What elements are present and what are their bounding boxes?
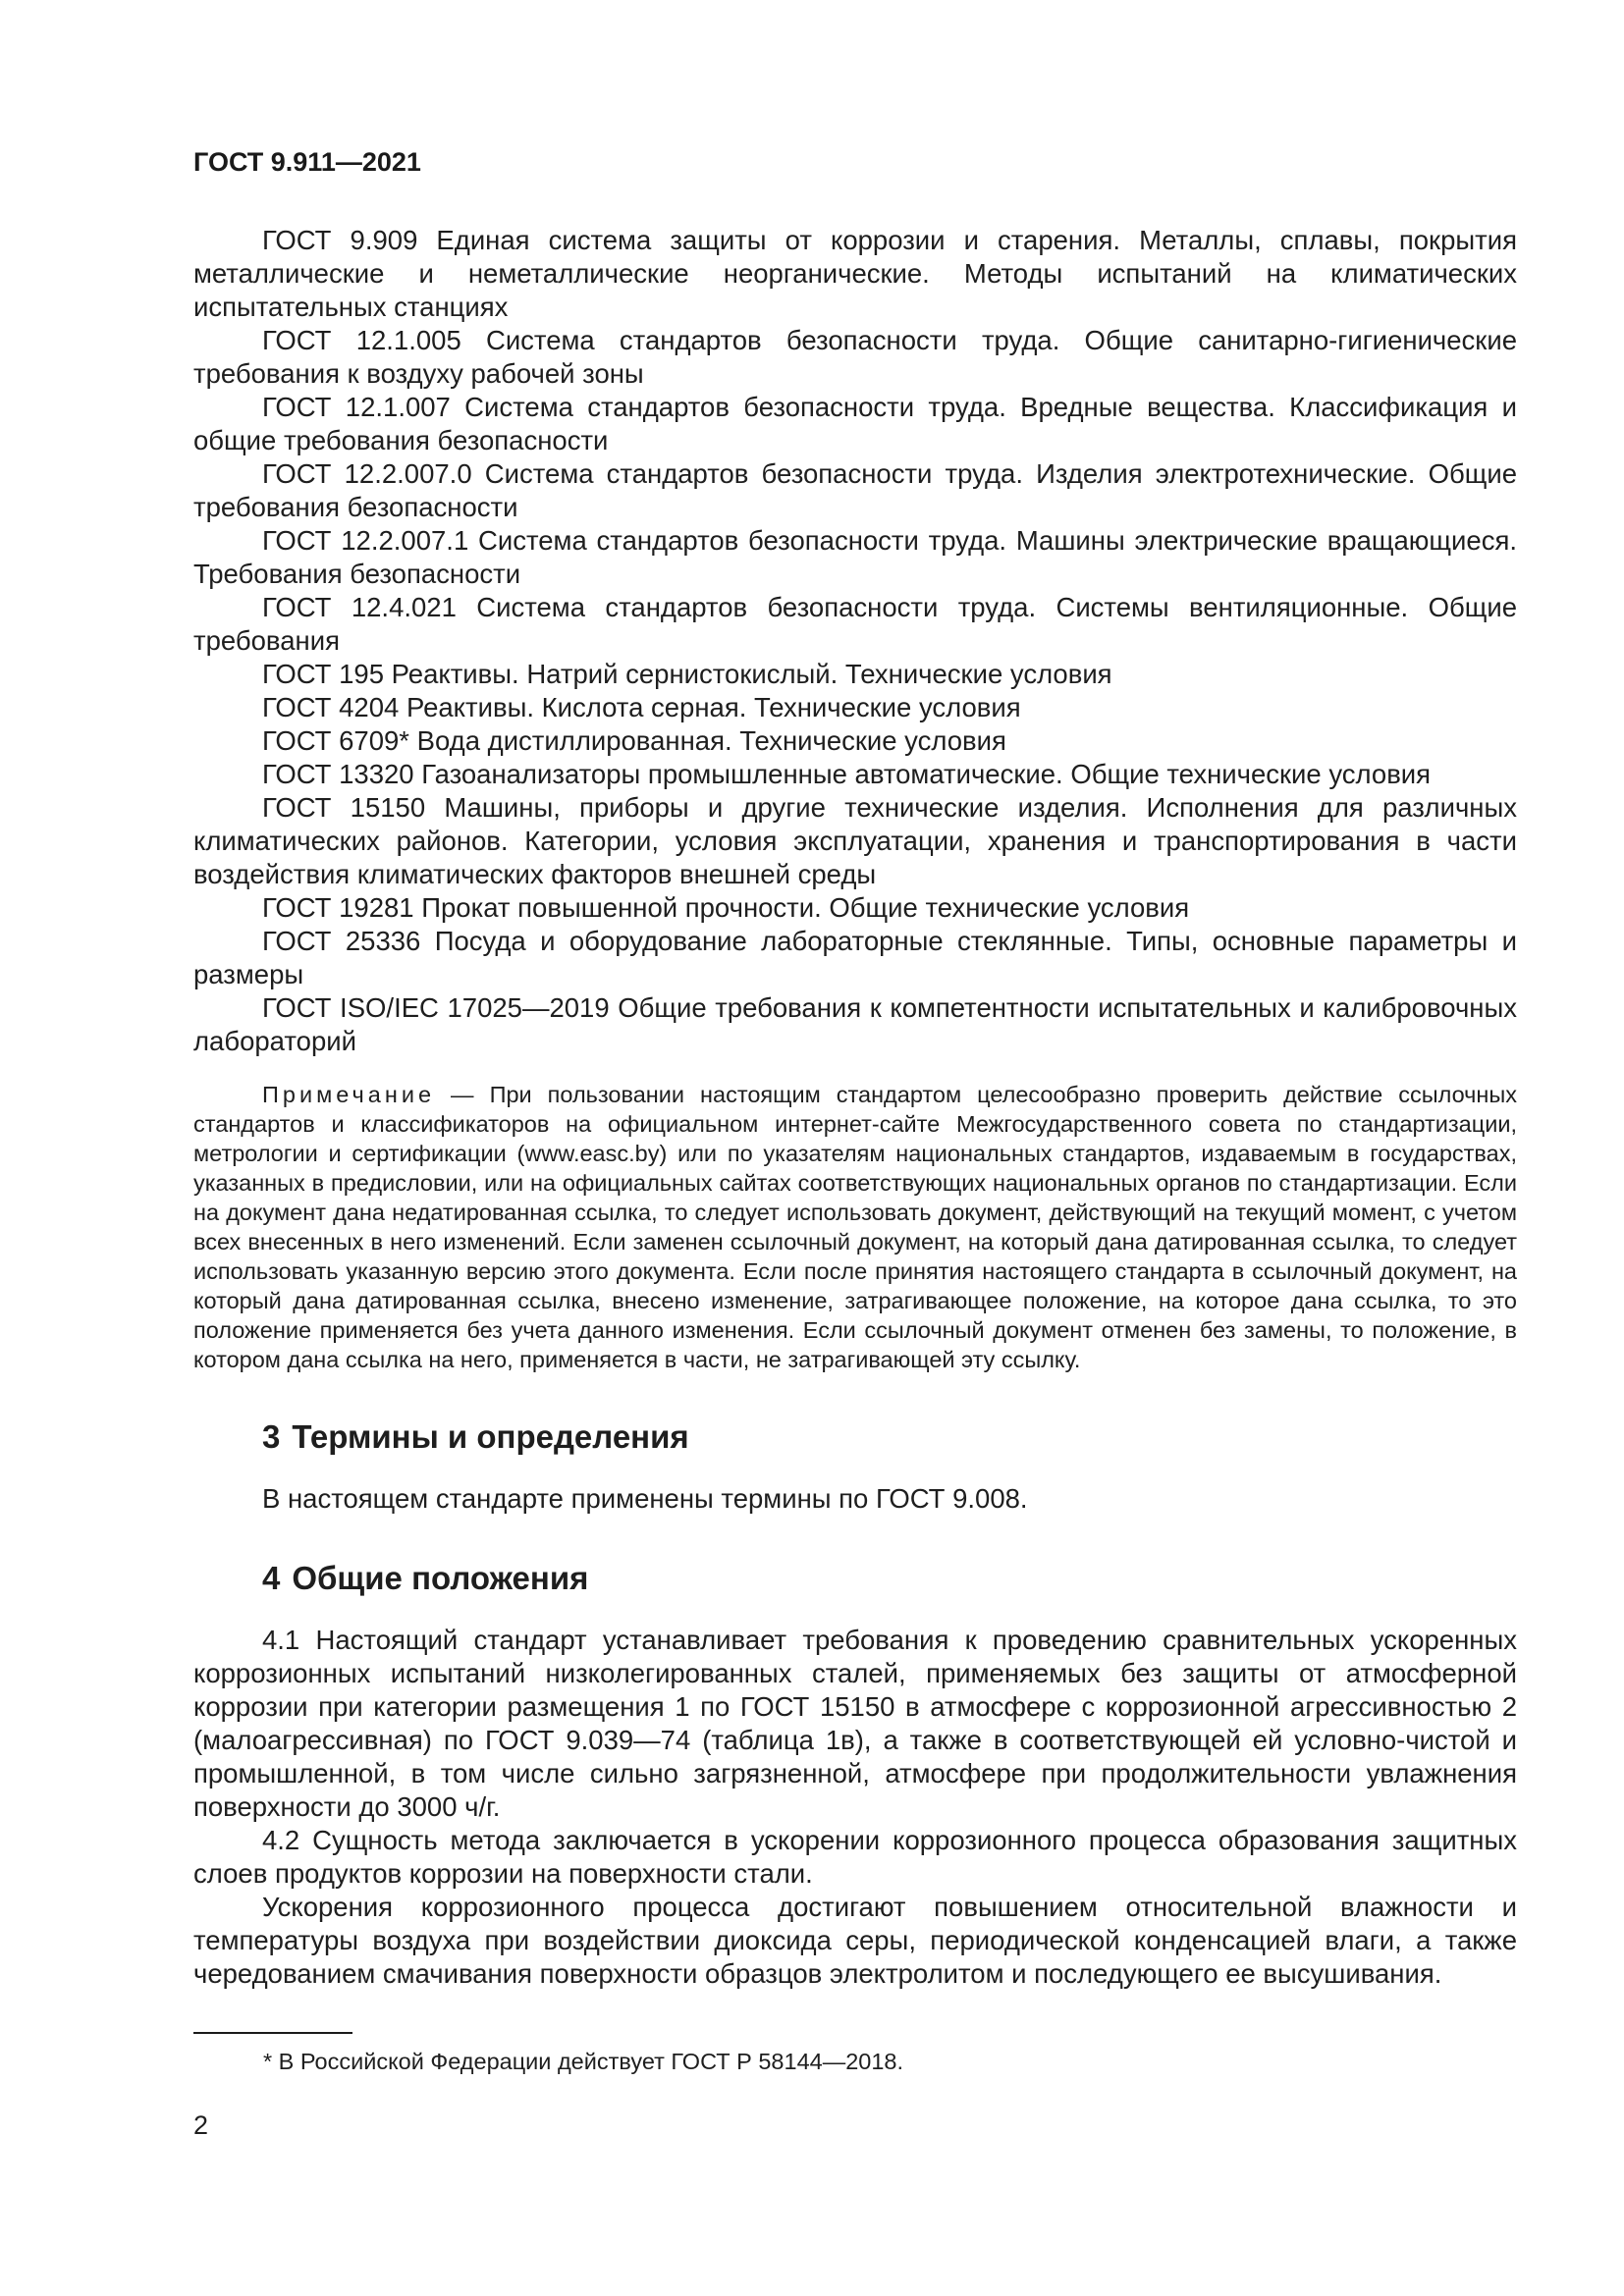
reference-item: ГОСТ 15150 Машины, приборы и другие технические изделия. Исполнения для различных климатических районов. Категории, условия эксплуатации, хранения и транспортирования в части воздействия климатических факторов внешней среды: [193, 792, 1517, 889]
note-paragraph: [193, 1080, 1517, 1374]
clause-4-1: 4.1 Настоящий стандарт устанавливает требования к проведению сравнительных ускоренных коррозионных испытаний низколегированных сталей, применяемых без защиты от атмосферной коррозии при категории размещения 1 по ГОСТ 15150 в атмосфере с коррозионной агрессивностью 2 (малоагрессивная) по ГОСТ 9.039—74 (таблица 1в), а также в соответствующей ей условно-чистой и промышленной, в том числе сильно загрязненной, атмосфере при продолжительности увлажнения поверхности до 3000 ч/г.: [193, 1625, 1517, 1822]
footnote: * В Российской Федерации действует ГОСТ Р 58144—2018.: [263, 2049, 904, 2074]
section-3-heading: [193, 1417, 1517, 1457]
page-body: [193, 224, 1517, 1991]
note-text: — При пользовании настоящим стандартом целесообразно проверить действие ссылочных стандартов и классификаторов на официальном интернет-сайте Межгосударственного совета по стандартизации, метрологии и сертификации (www.easc.by) или по указателям национальных стандартов, издаваемым в государствах, указанных в предисловии, или на официальных сайтах соответствующих национальных органов по стандартизации. Если на документ дана недатированная ссылка, то следует использовать документ, действующий на текущий момент, с учетом всех внесенных в него изменений. Если заменен ссылочный документ, на который дана датированная ссылка, то следует использовать указанную версию этого документа. Если после принятия настоящего стандарта в ссылочный документ, на который дана датированная ссылка, внесено изменение, затрагивающее положение, на которое дана ссылка, то это положение применяется без учета данного изменения. Если ссылочный документ отменен без замены, то положение, в котором дана ссылка на него, применяется в части, не затрагивающей эту ссылку.: [193, 1082, 1517, 1372]
section-4-heading: [193, 1559, 1517, 1598]
footnote-divider: [193, 2032, 352, 2034]
reference-item: ГОСТ 25336 Посуда и оборудование лабораторные стеклянные. Типы, основные параметры и размеры: [193, 926, 1517, 989]
section-number: 4: [262, 1560, 281, 1596]
section-title: Общие положения: [292, 1560, 589, 1596]
reference-item: ГОСТ 12.4.021 Система стандартов безопасности труда. Системы вентиляционные. Общие требования: [193, 592, 1517, 656]
page-number: 2: [193, 2110, 209, 2140]
reference-item: ГОСТ 12.1.005 Система стандартов безопасности труда. Общие санитарно-гигиенические требования к воздуху рабочей зоны: [193, 325, 1517, 389]
section-3-text: В настоящем стандарте применены термины по ГОСТ 9.008.: [262, 1483, 1028, 1514]
clause-4-2: 4.2 Сущность метода заключается в ускорении коррозионного процесса образования защитных слоев продуктов коррозии на поверхности стали.: [193, 1825, 1517, 1889]
reference-item: ГОСТ ISO/IEC 17025—2019 Общие требования к компетентности испытательных и калибровочных лабораторий: [193, 992, 1517, 1056]
document-header: ГОСТ 9.911—2021: [193, 147, 421, 177]
reference-item: ГОСТ 9.909 Единая система защиты от коррозии и старения. Металлы, сплавы, покрытия металлические и неметаллические неорганические. Методы испытаний на климатических испытательных станциях: [193, 225, 1517, 322]
section-number: 3: [262, 1418, 281, 1455]
note-label: Примечание: [262, 1082, 436, 1107]
reference-item: ГОСТ 12.2.007.0 Система стандартов безопасности труда. Изделия электротехнические. Общие требования безопасности: [193, 458, 1517, 522]
reference-item: ГОСТ 12.1.007 Система стандартов безопасности труда. Вредные вещества. Классификация и общие требования безопасности: [193, 392, 1517, 455]
reference-item: ГОСТ 6709* Вода дистиллированная. Технические условия: [262, 725, 1006, 756]
reference-item: ГОСТ 19281 Прокат повышенной прочности. Общие технические условия: [262, 892, 1190, 923]
clause-4-2-continued: Ускорения коррозионного процесса достигают повышением относительной влажности и температуры воздуха при воздействии диоксида серы, периодической конденсацией влаги, а также чередованием смачивания поверхности образцов электролитом и последующего ее высушивания.: [193, 1892, 1517, 1989]
reference-item: ГОСТ 195 Реактивы. Натрий сернистокислый. Технические условия: [262, 659, 1112, 689]
section-title: Термины и определения: [292, 1418, 689, 1455]
reference-item: ГОСТ 4204 Реактивы. Кислота серная. Технические условия: [262, 692, 1021, 722]
reference-item: ГОСТ 12.2.007.1 Система стандартов безопасности труда. Машины электрические вращающиеся. Требования безопасности: [193, 525, 1517, 589]
reference-item: ГОСТ 13320 Газоанализаторы промышленные автоматические. Общие технические условия: [262, 759, 1432, 789]
normative-references-list: [193, 224, 1517, 1058]
